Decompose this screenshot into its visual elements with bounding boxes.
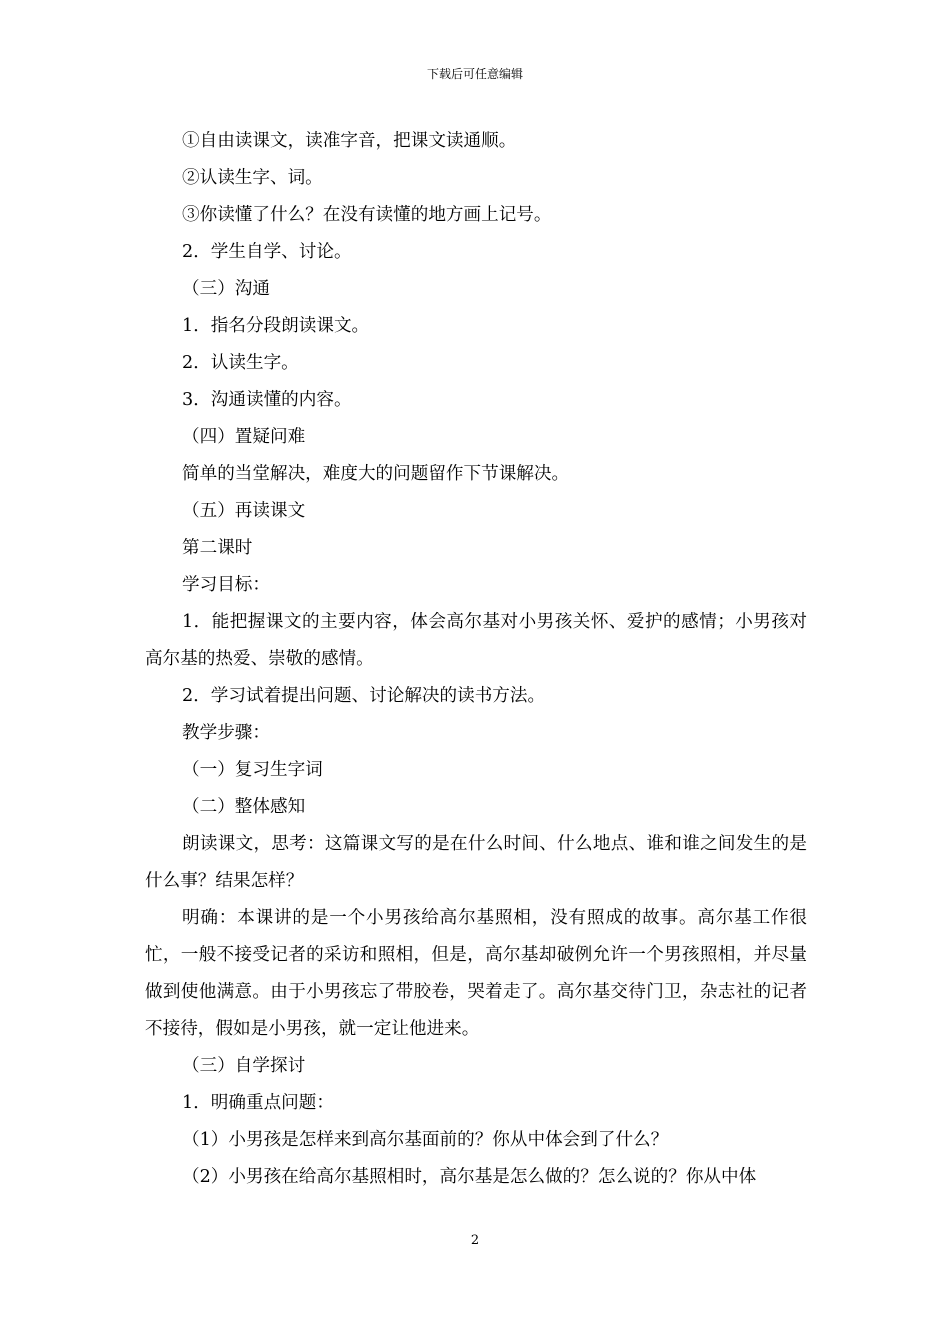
- paragraph-step-2: ②认读生字、词。: [182, 168, 323, 188]
- question-2: （2）小男孩在给高尔基照相时，高尔基是怎么做的？怎么说的？你从中体: [182, 1167, 757, 1187]
- section-heading-overview: （二）整体感知: [182, 797, 306, 817]
- paragraph-self-study: 2．学生自学、讨论。: [182, 242, 352, 262]
- paragraph-think-question: 朗读课文，思考：这篇课文写的是在什么时间、什么地点、谁和谁之间发生的是什么事？结果怎样？: [145, 834, 807, 891]
- page-number: 2: [470, 1233, 480, 1248]
- page-header: 下载后可任意编辑: [426, 67, 523, 81]
- paragraph-resolve-questions: 简单的当堂解决，难度大的问题留作下节课解决。: [182, 464, 570, 484]
- paragraph-share-understanding: 3．沟通读懂的内容。: [182, 390, 352, 410]
- section-heading-self-explore: （三）自学探讨: [182, 1056, 306, 1076]
- paragraph-step-3: ③你读懂了什么？在没有读懂的地方画上记号。: [182, 205, 552, 225]
- section-heading-communicate: （三）沟通: [182, 279, 270, 299]
- paragraph-step-1: ①自由读课文，读准字音，把课文读通顺。: [182, 131, 517, 151]
- paragraph-clarification: 明确：本课讲的是一个小男孩给高尔基照相，没有照成的故事。高尔基工作很忙，一般不接受记者的采访和照相，但是，高尔基却破例允许一个男孩照相，并尽量做到使他满意。由于小男孩忘了带胶卷，哭着走了。高尔基交待门卫，杂志社的记者不接待，假如是小男孩，就一定让他进来。: [145, 908, 807, 1039]
- paragraph-key-questions: 1．明确重点问题：: [182, 1093, 334, 1113]
- learning-goals-label: 学习目标：: [182, 575, 270, 595]
- teaching-steps-label: 教学步骤：: [182, 723, 270, 743]
- learning-goal-2: 2．学习试着提出问题、讨论解决的读书方法。: [182, 686, 546, 706]
- lesson-title-second: 第二课时: [182, 538, 253, 558]
- paragraph-read-aloud: 1．指名分段朗读课文。: [182, 316, 370, 336]
- document-body: [145, 123, 807, 1196]
- question-1: （1）小男孩是怎样来到高尔基面前的？你从中体会到了什么？: [182, 1130, 669, 1150]
- section-heading-questions: （四）置疑问难: [182, 427, 306, 447]
- section-heading-review: （一）复习生字词: [182, 760, 323, 780]
- learning-goal-1: 1．能把握课文的主要内容，体会高尔基对小男孩关怀、爱护的感情；小男孩对高尔基的热爱、崇敬的感情。: [145, 612, 807, 669]
- section-heading-reread: （五）再读课文: [182, 501, 306, 521]
- paragraph-recognize-characters: 2．认读生字。: [182, 353, 299, 373]
